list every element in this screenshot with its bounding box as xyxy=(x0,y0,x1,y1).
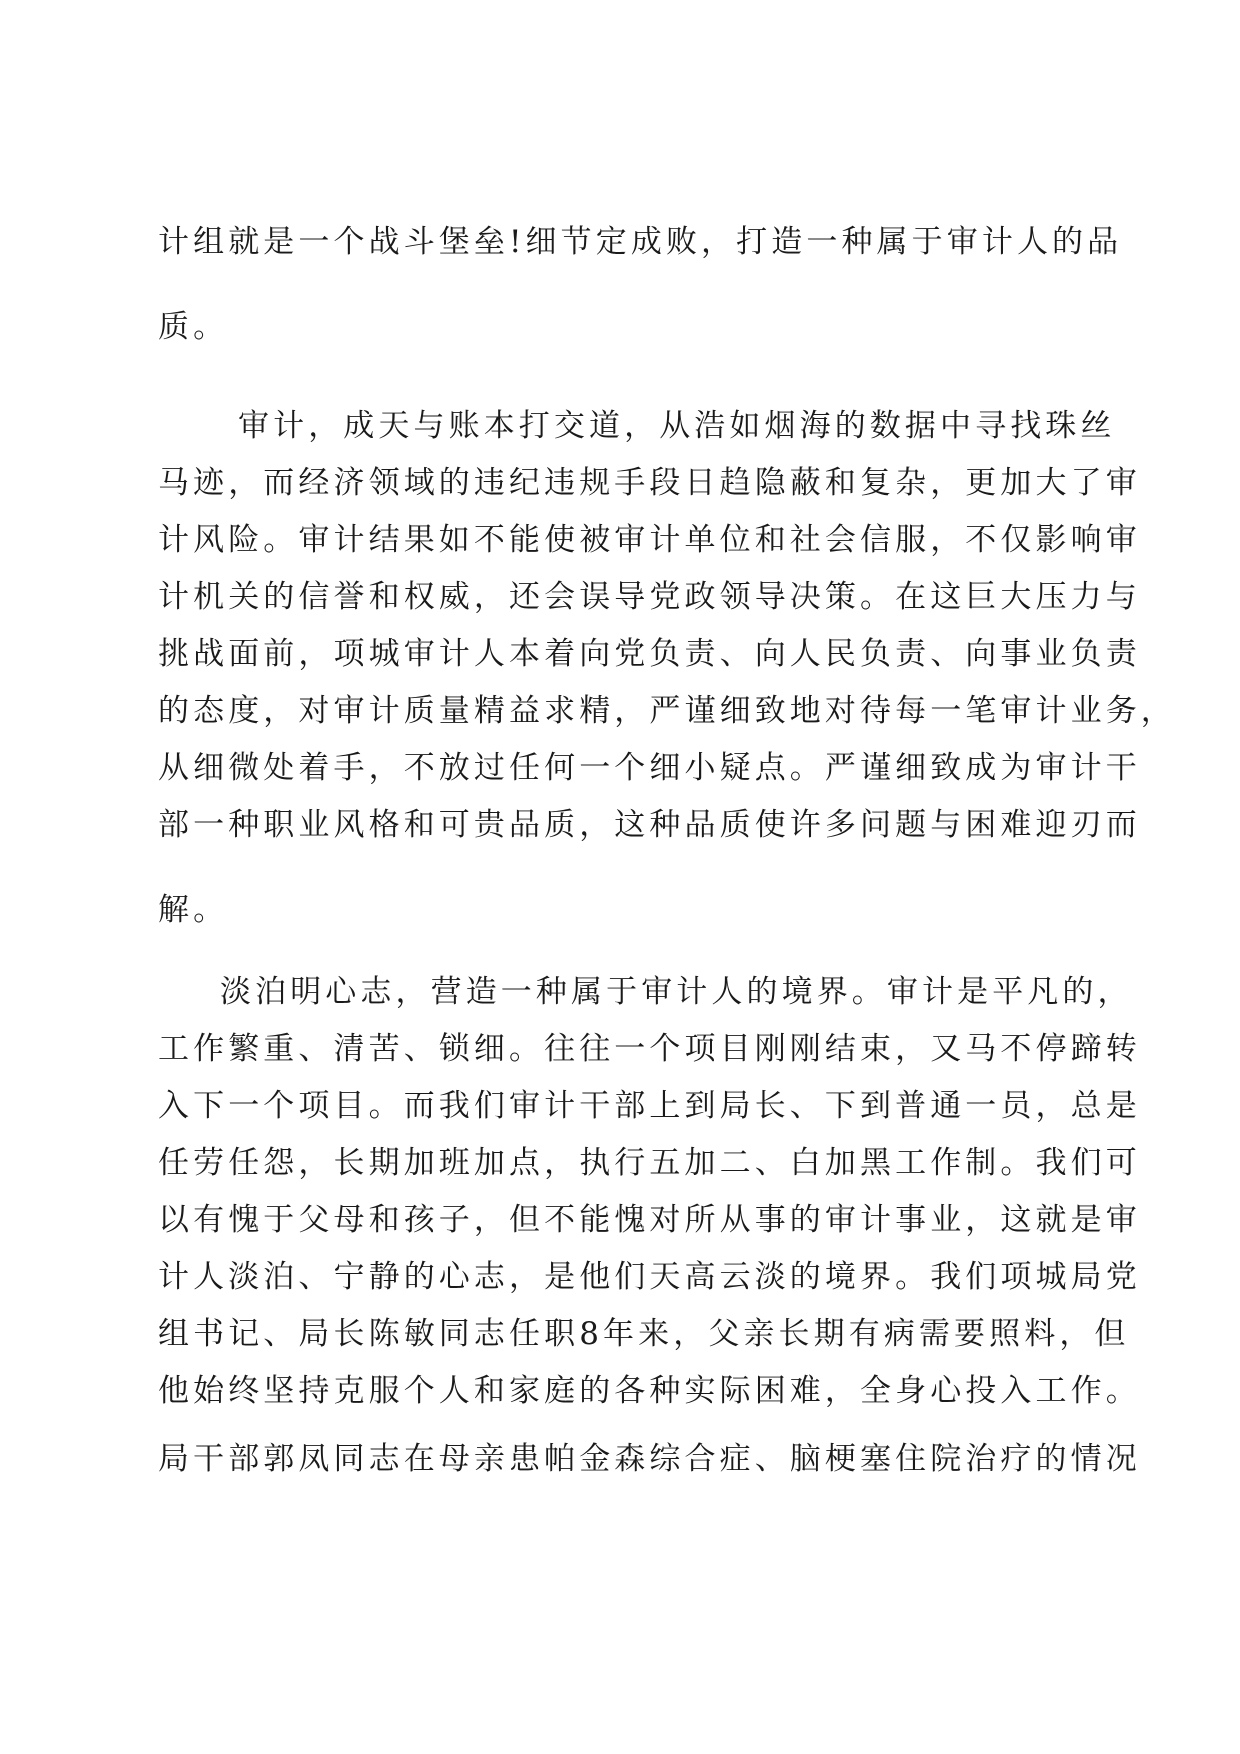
text-line: 解。 xyxy=(158,892,229,928)
text-line: 计人淡泊、宁静的心志，是他们天高云淡的境界。我们项城局党 xyxy=(158,1259,1141,1295)
text-line: 组书记、局长陈敏同志任职8年来，父亲长期有病需要照料，但 xyxy=(158,1316,1130,1352)
text-line: 从细微处着手，不放过任何一个细小疑点。严谨细致成为审计干 xyxy=(158,750,1141,786)
text-line: 以有愧于父母和孩子，但不能愧对所从事的审计事业，这就是审 xyxy=(158,1202,1141,1238)
text-line: 计机关的信誉和权威，还会误导党政领导决策。在这巨大压力与 xyxy=(158,579,1141,615)
text-line: 计风险。审计结果如不能使被审计单位和社会信服，不仅影响审 xyxy=(158,522,1141,558)
text-line: 他始终坚持克服个人和家庭的各种实际困难，全身心投入工作。 xyxy=(158,1373,1141,1409)
text-line: 淡泊明心志，营造一种属于审计人的境界。审计是平凡的， xyxy=(220,974,1133,1010)
text-line: 审计，成天与账本打交道，从浩如烟海的数据中寻找珠丝 xyxy=(238,408,1116,444)
text-line: 的态度，对审计质量精益求精，严谨细致地对待每一笔审计业务， xyxy=(158,693,1176,729)
text-line: 马迹，而经济领域的违纪违规手段日趋隐蔽和复杂，更加大了审 xyxy=(158,465,1141,501)
text-line: 质。 xyxy=(158,309,229,345)
text-line: 计组就是一个战斗堡垒!细节定成败，打造一种属于审计人的品 xyxy=(158,224,1123,260)
text-line: 工作繁重、清苦、锁细。往往一个项目刚刚结束，又马不停蹄转 xyxy=(158,1031,1141,1067)
text-line: 入下一个项目。而我们审计干部上到局长、下到普通一员，总是 xyxy=(158,1088,1141,1124)
text-line: 部一种职业风格和可贵品质，这种品质使许多问题与困难迎刃而 xyxy=(158,807,1141,843)
text-line: 任劳任怨，长期加班加点，执行五加二、白加黑工作制。我们可 xyxy=(158,1145,1141,1181)
text-line: 局干部郭凤同志在母亲患帕金森综合症、脑梗塞住院治疗的情况 xyxy=(158,1441,1141,1477)
text-line: 挑战面前，项城审计人本着向党负责、向人民负责、向事业负责 xyxy=(158,636,1141,672)
